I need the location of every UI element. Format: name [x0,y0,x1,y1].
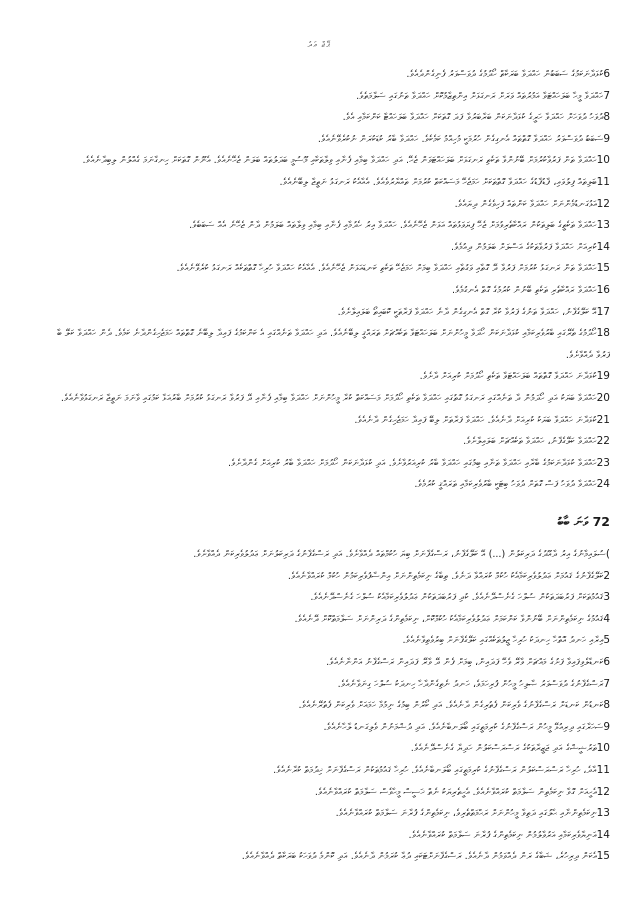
verse-text: ސަހަރާގައި ދިރިއުޅޭ މީހުން ރަސްގެފާނުގެ ކުރިމަތީގައި ބޯލަނބާނެއެވެ. އަދި ދުޝްމަނުން ވެލިގަނޑު ލާހާނެއެވެ. [323,721,604,733]
verse-number: 9 [603,132,610,145]
verse-line [44,410,610,432]
verse-text: ހައްދަވާ ކުޅަދާނަކަމުގެ ބާރާއި ހައްދަވާ ތަނާއި ބިމުގައި ހައްދަވާ ބާރު ކުރިއަރުވާށެވެ. އަދި ކުޅަދާނަކަން ހޯދުމަށް ހައްދަވާ ބާރު ކުރިއަށް ގެންދާށެވެ. [227,457,597,469]
verse-number: 15 [596,262,610,275]
verse-line [44,194,610,216]
verse-text: ކަނޑުން ކަނޑަށް ރަސްގެފާނުގެ ވެރިކަން ފެތުރިގެން ދާނެއެވެ. އަދި ކޯރުން ބިމުގެ ނިމުމާ ހަމައަށް ވެރިކަން ފެތުރޭނެއެވެ. [298,700,604,712]
verse-text: ހައްދަވާ ތަން ފަރުވާކުރުމަށް ބޭނުންވާ ތަކެތި ރަނގަޅަށް ބަލަހައްޓަވަން ޖެހޭ. އަދި ހައްދަވާ ބިމާއި ފެނާއި ވިލާތަކާއި މޫސުމީ ބަދަލުތައް ބަލަން ޖެހޭނެއެވެ. އެނޫން ގޮތަކަށް ހިނގާނަމަ ގެއްލުން ލިބިދާނެއެވެ. [82,155,597,167]
verse-text: ކަލޭގެފާނުގެ ޤައުމަށް ޢަދުލުވެރިކަމާއެކު ހުކުމް ކުރައްވާ ދަނެވެ. ތިބާގެ ނިކަމެތިންނަށް އިންސާފުވެރިކަމުން ހުކުމް ކުރައްވާނެއެވެ. [287,570,604,582]
verse-text: އަނިޔާވެރިކަމާއި އަރުވާލުމުން ނިކަމެތިންގެ ފުރާނަ ސަލާމަތް ކުރައްވާނެއެވެ. [408,829,597,841]
verse-line [44,86,610,108]
verse-number: 11 [596,175,610,188]
verse-number: 6 [603,68,610,80]
verse-line [44,150,610,172]
verse-text: ކަނޑާލެވިފައިވާ ފަށުގެ މައްޗަށް ވާރޭ ވެހޭ ފަދައިން، ބިމަށް ފެން ދޭ ވާރޭ ފަދައިން ރަސްގެފާނު އަންނާނެއެވެ. [326,656,604,668]
verse-line [44,782,610,804]
verse-number: 14 [596,828,610,841]
verse-number: 16 [596,283,610,296]
verse-line [44,738,610,760]
verse-line [44,129,610,151]
verse-number: 3 [603,591,610,604]
verse-line [44,453,610,475]
verse-number: 18 [596,327,610,340]
verse-text: ސަބަބު ދުވަސްވަރު ހައްދަވާ ގޮތްތައް އެނގިގެން ހުރުމަކީ މުހިއްމު ކަމެކެވެ. ހައްދަވާ ބާރު ކުޑަކުރަން ނުކުރެވޭނެއެވެ. [317,133,604,145]
verse-number: 20 [596,391,610,404]
verse-number: 24 [596,478,610,491]
verse-line [44,630,610,652]
verse-text: އިރާއި ހަނދު އޮތްހާ ހިނދަކު ހުރިހާ ޖީލުތަކެއްގައި ކަލޭގެފާނަށް ބިރުވެތިވާނެއެވެ. [402,635,604,647]
verse-text: ކުޅަދާނަ ހައްދަވާ ގޮތްތައް ބަލަހައްޓަވާ ތަކެތި ހޯދުމަށް ކުރިއަށް ދާށެވެ. [419,371,597,383]
verse-text: އޭ ކަލޭގެފާނު، ހައްދަވާ ތަނުގެ ފަރުވާ ކުރާ ގޮތް އެނގިގެން ދާނެ ހައްދަވާ ފަރާތަކީ ކޮބައިތޯ ބަލައިލާށެވެ. [337,306,597,318]
chapter-heading: 72 ވަނަ ބާބު [557,514,610,529]
verse-text: ބަލިތައް ފިލުވައި، ފާޑުފާޑުގެ ހައްދަވާ ގޮތްތަކަށް ހަމަޖެހޭ މަސައްކަތް ކުރުމަށް ތައްޔާރުވެއެވެ. އެއާއެކު ރަނގަޅު ނަތީޖާ ލިބޭނެއެވެ. [279,176,597,188]
verse-line [44,760,610,782]
verse-number: 13 [596,807,610,820]
verse-line [44,587,610,609]
verse-text: ނިކަމެތިންނާއި ޙާލުގައި ދަތިވާ މީހުންނަށް ރަޙްމަތްތެރިވެ، ނިކަމެތިންގެ ފުރާނަ ސަލާމަތް ކުރައްވާނެއެވެ. [335,808,597,820]
verse-number: 8 [603,699,610,712]
verse-line [44,674,610,696]
verse-number: 23 [596,456,610,469]
verse-text: ޤައުމުގެ ނިކަމެތިންނަށް ބޭނުންވާ ކަންކަމަށް ޢަދުލުވެރިކަމާއެކު ހުކުމްކޮށް، ނިކަމެތިންގެ ދަރިންނަށް ސަލާމަތްކޮށް ދޭނެއެވެ. [294,613,604,625]
verse-number: 19 [596,370,610,383]
verse-line [44,215,610,237]
verse-text: ހައްދަވާ ތަކެތީގެ ބަލިތަކުން ރައްކާތެރިވުމަށް ޖެހޭ ފިޔަވަޅުތައް އަޅަން ޖެހޭނެއެވެ. ހައްދަވާ އިރު ހެދުމާއި ފެނާއި ބިމާއި ވިލާތައް ބަލަމުން ދާން ޖެހޭނެ އެއް ސަބަބެވެ. [189,220,597,232]
verse-line [44,107,610,129]
verse-text: ހައްދަވާ ބަޔަކު އަދި ހޯދަމުން ދާ ތަނެއްގައި ރަނގަޅު ގޮތުގައި ހައްދަވާ ތަކެތި ހޯދުމަށް މަސައްކަތް ކުރާ މީހުންނަށް ހައްދަވާ ބިމާއި ފެނާއި ދޭ ފަރުވާ ރަނގަޅު ކުރުމަށް ބާރުއަޅާ ކަމުގައި ވާނަމަ ނަތީޖާ ރަނގަޅުވާނެއެވެ. [60,392,597,404]
verse-line [44,652,610,674]
verse-line [44,388,610,410]
verse-text: އެހީއަށް ގޮވާ ނިކަމެތިން ސަލާމަތް ކުރައްވާނެއެވެ. އެހީތެރިޔަކު ނެތް ޚަސީސް މީހާވެސް ސަލާމަތް ކުރައްވާނެއެވެ. [314,786,597,798]
verse-line [44,64,610,86]
verse-number: ) [605,548,610,560]
verse-text: އާދެ، ހުރިހާ ރަސްރަސްކަލުން ރަސްގެފާނުގެ ކުރިމަތީގައި ބޯލަނބާނެއެވެ. ހުރިހާ ޤައުމުތަކުން ރަސްގެފާނަށް ޚިދުމަތް ކުރާނެއެވެ. [273,764,597,776]
verse-number: 13 [596,219,610,232]
verse-number: 17 [596,305,610,318]
verse-text: ތަރުޝީޝްގެ އަދި ޖަޒީރާތަކުގެ ރަސްރަސްކަލުން ހަދިޔާ ގެނެސްދޭނެއެވެ. [410,743,597,755]
verse-text: ހައްދަވާ ރައްކާތެރި ތަކެތި ބޭނުން ކުރުމުގެ ގޮތް އެނގުމެވެ. [451,284,597,296]
verse-block-2 [44,544,610,868]
verse-line [44,431,610,453]
verse-line [44,609,610,631]
verse-text: ކުޅަދާނަކަމުގެ ސަބަބުން ހައްދަވާ ބަރަކާތް ހޯދުމުގެ ދުވަސްވަރު ފެނިގެންދެއެވެ. [406,69,604,80]
verse-number: 21 [596,413,610,426]
verse-line [44,172,610,194]
verse-number: 22 [596,435,610,448]
verse-line [44,825,610,847]
verse-text: ހައްދަވާ ދުވަހު ފަސް ގޮތަށް ދުވަހު ބިޓަކީ ބާރުވެރިކަމާއި ތަރައްޤީ ކުރުމެވެ. [414,479,597,491]
verse-number: 8 [603,111,610,124]
verse-number: 14 [596,240,610,253]
verse-number: 6 [603,655,610,668]
verse-line [44,258,610,280]
verse-number: 10 [596,742,610,755]
verse-line [44,803,610,825]
verse-text: ހައްދަވާ ކަލޭގެފާނު، ހައްދަވާ ތަކެއްޗަށް ބަލައިލާށެވެ. [463,436,597,448]
verse-number: 12 [596,197,610,210]
verse-line [44,695,610,717]
verse-line [44,474,610,496]
verse-line [44,237,610,259]
verse-text: ހައްދަވާ މީހާ ބަލަހައްޓަވާ އަމުރުތައް ވަރަށް ރަނގަޅަށް އިންތިޒާމުކޮށް ހައްދަވާ ތަނުގައި ސަލާމަތެވެ. [356,90,604,102]
verse-line [44,717,610,739]
verse-line [44,302,610,324]
verse-text: ހޯދުމުގެ ތެރޭގައި ބާރުވެރިކަމާއި ކުޅަދާނަކަން ހޯދަވާ މީހުންނަށް ބަލަހައްޓަވާ ތަކެއްޗަށް ތަރައްޤީ ލިބޭނެއެވެ. އަދި ހައްދަވާ ތަނެއްގައި އެ ކަންކަމުގެ ފައިދާ ލިބޭނެ ގޮތްތައް ހަމަޖެހިގެންދާނެ ކަމެވެ. ދެން ހައްދަވާ ކަލޭ ބާ ފަރުވާ ދެއްވާށެވެ. [57,328,610,361]
verse-number: 12 [596,785,610,798]
verse-line [44,846,610,868]
verse-text: ރަސްގެފާނުގެ ދުވަސްވަރު ޞާލިހު މީހުން ފުރިހަމަވެ، ހަނދު ނެތިގެންދާހާ ހިނދަކު ސުލްހަ ގިނަވާނެއެވެ. [337,678,604,690]
verse-line [44,323,610,366]
verse-text: ދުވަހު ދުވަހަށް ހައްދަވާ ހަރީގެ ކުޅަދާނަކަން ބަރާބަރުވާ ފަދަ ގޮތަކަށް ހައްދަވާ ބަލަހައްޓާ ކަންކަމާއި އެވެ. [342,112,604,124]
verse-number: 9 [603,720,610,733]
verse-block-1 [44,64,610,496]
verse-number: 2 [603,569,610,582]
verse-text: ޤައުމުތަކަށް ފަރުބަދަތަކުން ސުލްހަ ގެނެސްދޭނެއެވެ. ކުދި ފަރުބަދަތަކުން ޢަދުލުވެރިކަމާއެކު ސުލްހަ ގެނެސްދޭނެއެވެ. [310,592,604,604]
verse-text: އެކަން ދިރިހުރެ، ޝަބާގެ ރަން ދެއްވަމުން ދާނެއެވެ. ރަސްގެފާނަށްޓަކައި ދުޢާ ކުރަމުން ދާނެއެވެ. އަދި ކޮންމެ ދުވަހަކު ބަރަކާތް ދެއްވާނެއެވެ. [241,851,597,863]
verse-line [44,366,610,388]
verse-number: 5 [603,634,610,647]
verse-number: 7 [603,677,610,690]
verse-text: ސުލައިމާނުގެ އިރު ދާއޫދުގެ ދަރިކަލުން (...) އޭ ކަލޭގެފާނު، ރަސްގެފާނަށް ބިޔަ ހުކުމްތައް ދެއްވާށެވެ. އަދި ރަސްގެފާނުގެ ދަރިކަލުނަށް ޢަދުލުވެރިކަން ދެއްވާށެވެ. [193,549,606,560]
verse-number: 15 [596,850,610,863]
verse-line [44,544,610,566]
running-header: ޕޭޖް ޢަދު [307,40,331,49]
verse-number: 7 [603,89,610,102]
verse-text: ކުޅަދާނަ ހައްދަވާ ބަޔަކު ކުރިއަށް ދާނެއެވެ. ހައްދަވާ ފަރާތަށް ލިބޭ ފައިދާ ހަމަޖެހިގެން ދާނެއެވެ. [354,414,597,426]
verse-number: 10 [596,154,610,167]
verse-text: އަޅުގަނޑުމެންނަށް ހައްދަވާ ކަންތައް ފަހިވެގެން ދިޔައެވެ. [454,198,597,210]
verse-number: 11 [596,763,610,776]
verse-number: 4 [603,612,610,625]
verse-line [44,280,610,302]
verse-line [44,566,610,588]
verse-text: ހައްދަވާ ތަން ރަނގަޅު ކުރުމަށް ފަރުވާ ދޭ ގޮތާއި ވަގުތާއި ހައްދަވާ ބިމަށް ހަމަޖެހޭ ތަކެތި ކަނޑައަޅަން ޖެހޭނެއެވެ. އެއާއެކު ހައްދަވާ ހުރިހާ ގޮތްތަކެއް ރަނގަޅު ކުރެވޭނެއެވެ. [176,263,597,275]
verse-text: ކުރިއަށް ހައްދަވާ ފަރުވާތަކުގެ އަސްލަށް ބަލަމުން ދިއުމެވެ. [450,241,597,253]
